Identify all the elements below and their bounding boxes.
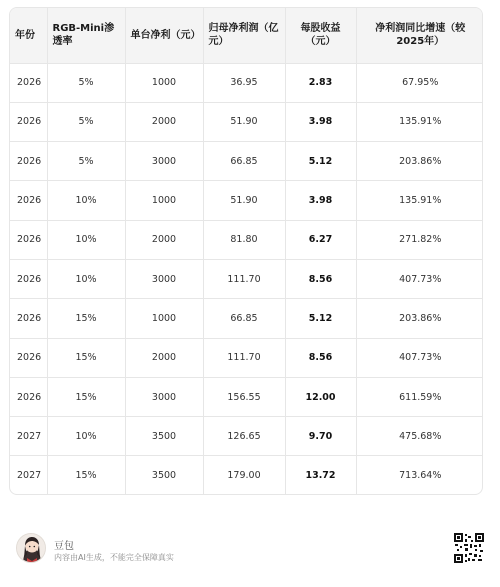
cell-growth: 135.91%: [356, 102, 483, 141]
cell-penetration: 15%: [47, 456, 125, 495]
header-growth: 净利润同比增速（较2025年）: [356, 8, 483, 63]
cell-year: 2026: [10, 181, 47, 220]
table-header-row: [10, 8, 483, 63]
cell-eps: 2.83: [285, 63, 356, 102]
qr-code-icon[interactable]: [454, 533, 484, 563]
cell-year: 2026: [10, 299, 47, 338]
table-row: [10, 220, 483, 259]
cell-penetration: 10%: [47, 259, 125, 298]
cell-eps: 8.56: [285, 259, 356, 298]
cell-eps: 5.12: [285, 299, 356, 338]
cell-unit-profit: 3500: [125, 456, 203, 495]
cell-growth: 407.73%: [356, 259, 483, 298]
cell-net-profit: 66.85: [203, 142, 285, 181]
cell-eps: 9.70: [285, 417, 356, 456]
cell-unit-profit: 1000: [125, 181, 203, 220]
cell-net-profit: 126.65: [203, 417, 285, 456]
cell-penetration: 5%: [47, 63, 125, 102]
cell-eps: 13.72: [285, 456, 356, 495]
cell-net-profit: 179.00: [203, 456, 285, 495]
cell-unit-profit: 1000: [125, 299, 203, 338]
table-row: [10, 102, 483, 141]
header-net-profit: 归母净利润（亿元）: [203, 8, 285, 63]
cell-growth: 611.59%: [356, 377, 483, 416]
avatar[interactable]: [16, 533, 46, 563]
table-row: [10, 259, 483, 298]
cell-penetration: 10%: [47, 220, 125, 259]
cell-net-profit: 156.55: [203, 377, 285, 416]
table-row: [10, 456, 483, 495]
cell-penetration: 5%: [47, 102, 125, 141]
cell-year: 2026: [10, 220, 47, 259]
cell-growth: 135.91%: [356, 181, 483, 220]
cell-year: 2026: [10, 142, 47, 181]
cell-eps: 3.98: [285, 181, 356, 220]
cell-net-profit: 81.80: [203, 220, 285, 259]
cell-net-profit: 51.90: [203, 181, 285, 220]
table-row: [10, 142, 483, 181]
author-name: 豆包: [54, 541, 74, 552]
cell-year: 2026: [10, 338, 47, 377]
cell-year: 2026: [10, 259, 47, 298]
cell-growth: 271.82%: [356, 220, 483, 259]
cell-unit-profit: 3000: [125, 142, 203, 181]
cell-eps: 3.98: [285, 102, 356, 141]
cell-unit-profit: 1000: [125, 63, 203, 102]
table-row: [10, 181, 483, 220]
cell-unit-profit: 3000: [125, 259, 203, 298]
cell-growth: 713.64%: [399, 470, 442, 482]
cell-year: 2027: [10, 417, 47, 456]
table-row: [10, 417, 483, 456]
header-unit-profit: 单台净利（元）: [125, 8, 203, 63]
table-row: [10, 377, 483, 416]
cell-unit-profit: 2000: [125, 102, 203, 141]
cell-net-profit: 51.90: [203, 102, 285, 141]
cell-net-profit: 36.95: [203, 63, 285, 102]
avatar-icon: [17, 534, 46, 563]
cell-eps: 5.12: [285, 142, 356, 181]
cell-penetration: 15%: [47, 377, 125, 416]
cell-growth: 407.73%: [356, 338, 483, 377]
cell-unit-profit: 2000: [125, 220, 203, 259]
cell-eps: 8.56: [285, 338, 356, 377]
cell-growth: 203.86%: [356, 299, 483, 338]
cell-net-profit: 66.85: [203, 299, 285, 338]
table-row: [10, 299, 483, 338]
cell-year: 2027: [10, 456, 47, 495]
cell-unit-profit: 3500: [125, 417, 203, 456]
cell-penetration: 5%: [47, 142, 125, 181]
table-row: [10, 63, 483, 102]
cell-growth: 67.95%: [356, 63, 483, 102]
data-table-card: [9, 7, 483, 495]
header-penetration: RGB-Mini渗透率: [47, 8, 125, 63]
cell-unit-profit: 3000: [125, 377, 203, 416]
cell-penetration: 15%: [47, 338, 125, 377]
cell-year: 2026: [10, 63, 47, 102]
cell-net-profit: 111.70: [203, 338, 285, 377]
cell-growth: 475.68%: [356, 417, 483, 456]
table-row: [10, 338, 483, 377]
cell-penetration: 10%: [47, 181, 125, 220]
cell-penetration: 10%: [47, 417, 125, 456]
header-eps: 每股收益（元）: [285, 8, 356, 63]
cell-unit-profit: 2000: [125, 338, 203, 377]
footer: [16, 533, 486, 575]
cell-year: 2026: [10, 377, 47, 416]
data-table: [10, 8, 483, 495]
cell-year: 2026: [10, 102, 47, 141]
cell-growth: 203.86%: [356, 142, 483, 181]
cell-penetration: 15%: [47, 299, 125, 338]
ai-disclaimer: 内容由AI生成，不能完全保障真实: [54, 553, 174, 562]
cell-net-profit: 111.70: [203, 259, 285, 298]
header-year: 年份: [10, 8, 47, 63]
cell-eps: 6.27: [285, 220, 356, 259]
cell-eps: 12.00: [285, 377, 356, 416]
